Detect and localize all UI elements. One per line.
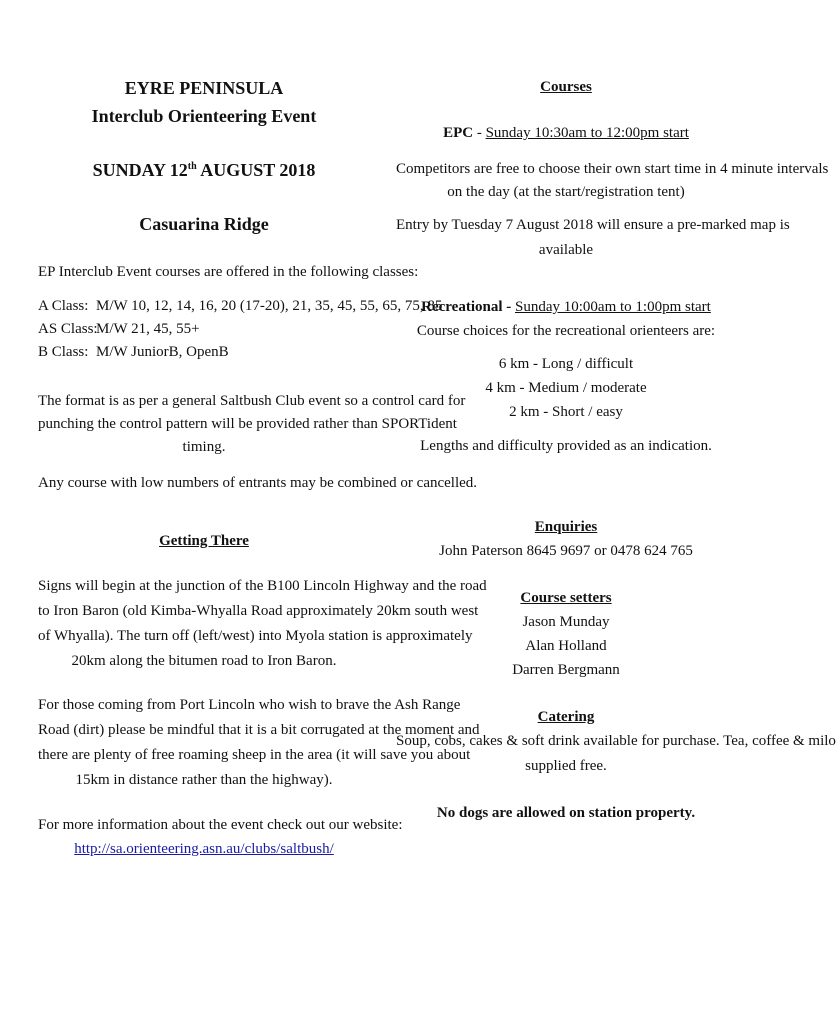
signs-line: of Whyalla). The turn off (left/west) into Myola station is approximately xyxy=(38,628,473,644)
rec-course-item: 6 km - Long / difficult xyxy=(498,356,634,372)
signs-line: to Iron Baron (old Kimba-Whyalla Road approximately 20km south west xyxy=(38,603,479,619)
getting-there-heading: Getting There xyxy=(159,533,249,549)
event-title: Interclub Orienteering Event xyxy=(91,106,317,126)
event-date-day: SUNDAY 12 xyxy=(92,160,188,180)
class-label: AS Class: xyxy=(38,321,98,337)
entry-line: Entry by Tuesday 7 August 2018 will ensure a pre-marked map is xyxy=(396,217,790,233)
class-row-b xyxy=(38,345,229,360)
no-dogs-notice: No dogs are allowed on station property. xyxy=(436,805,696,821)
epc-separator: - xyxy=(473,125,486,141)
epc-info-line: on the day (at the start/registration tent) xyxy=(447,184,685,200)
entry-line: available xyxy=(538,242,594,258)
port-lincoln-line: For those coming from Port Lincoln who wish to brave the Ash Range xyxy=(38,697,461,713)
event-venue: Casuarina Ridge xyxy=(139,214,269,234)
catering-heading: Catering xyxy=(537,709,595,725)
rec-course-item: 2 km - Short / easy xyxy=(509,404,623,420)
class-value: M/W JuniorB, OpenB xyxy=(96,344,229,360)
recreational-time: Sunday 10:00am to 1:00pm start xyxy=(515,299,711,315)
event-region-title: EYRE PENINSULA xyxy=(124,78,284,98)
cancel-note: Any course with low numbers of entrants may be combined or cancelled. xyxy=(38,475,478,491)
courses-heading: Courses xyxy=(540,79,592,95)
epc-line xyxy=(396,126,736,141)
event-date-month: AUGUST 2018 xyxy=(196,160,316,180)
more-info-text: For more information about the event check out our website: xyxy=(38,817,403,833)
epc-label: EPC xyxy=(443,125,474,141)
lengths-note: Lengths and difficulty provided as an indication. xyxy=(420,438,712,454)
recreational-label: Recreational - xyxy=(421,299,516,315)
class-row-as xyxy=(38,322,200,337)
website-line xyxy=(38,842,370,857)
epc-time: Sunday 10:30am to 12:00pm start xyxy=(485,125,689,141)
enquiries-heading: Enquiries xyxy=(534,519,598,535)
website-link[interactable]: http://sa.orienteering.asn.au/clubs/saltbush/ xyxy=(74,841,334,857)
catering-line: Soup, cobs, cakes & soft drink available for purchase. Tea, coffee & milo xyxy=(396,733,836,749)
format-line: The format is as per a general Saltbush Club event so a control card for xyxy=(38,393,466,409)
catering-line: supplied free. xyxy=(525,758,607,774)
signs-line: Signs will begin at the junction of the B100 Lincoln Highway and the road xyxy=(38,578,487,594)
enquiries-contact: John Paterson 8645 9697 or 0478 624 765 xyxy=(439,543,693,559)
class-label: A Class: xyxy=(38,298,89,314)
recreational-line xyxy=(396,300,736,315)
port-lincoln-line: 15km in distance rather than the highway). xyxy=(75,772,333,788)
class-label: B Class: xyxy=(38,344,89,360)
setter-name: Alan Holland xyxy=(525,638,607,654)
format-line: timing. xyxy=(182,439,226,455)
format-line: punching the control pattern will be provided rather than SPORTident xyxy=(38,416,457,432)
setter-name: Darren Bergmann xyxy=(512,662,620,678)
port-lincoln-line: there are plenty of free roaming sheep in the area (it will save you about xyxy=(38,747,471,763)
rec-course-item: 4 km - Medium / moderate xyxy=(485,380,647,396)
port-lincoln-line: Road (dirt) please be mindful that it is a bit corrugated at the moment and xyxy=(38,722,480,738)
class-row-a xyxy=(38,299,442,314)
classes-intro: EP Interclub Event courses are offered in the following classes: xyxy=(38,264,419,280)
signs-line: 20km along the bitumen road to Iron Baron. xyxy=(71,653,337,669)
class-value: M/W 21, 45, 55+ xyxy=(96,321,200,337)
epc-info-line: Competitors are free to choose their own start time in 4 minute intervals xyxy=(396,161,829,177)
event-date xyxy=(38,161,370,179)
setter-name: Jason Munday xyxy=(522,614,610,630)
recreational-intro: Course choices for the recreational orienteers are: xyxy=(416,323,716,339)
event-date-suffix: th xyxy=(187,161,197,172)
setters-heading: Course setters xyxy=(520,590,612,606)
class-value: M/W 10, 12, 14, 16, 20 (17-20), 21, 35, 45, 55, 65, 75, 85 xyxy=(96,298,443,314)
